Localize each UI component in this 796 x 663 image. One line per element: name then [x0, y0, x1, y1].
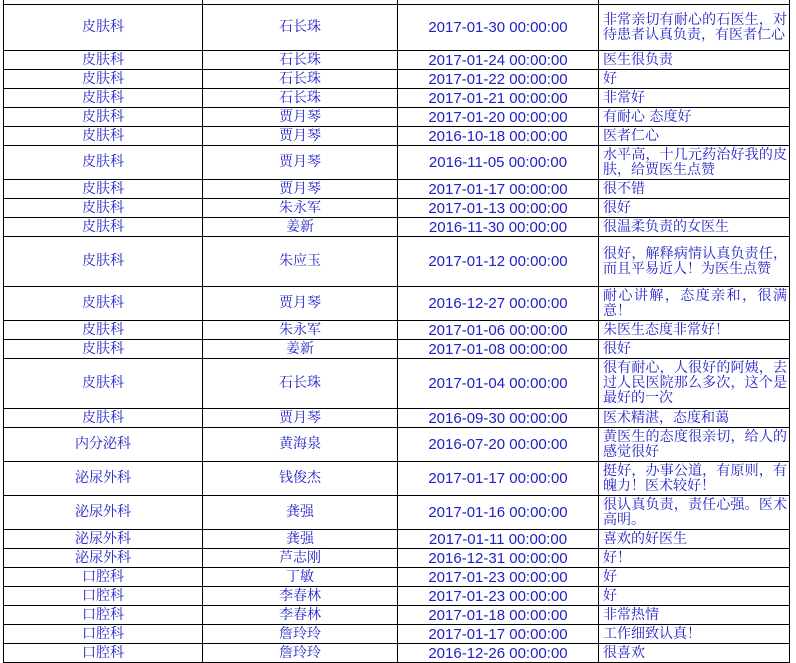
table-row: [4, 5, 790, 51]
department-cell: 皮肤科: [4, 237, 203, 287]
department-cell: 皮肤科: [4, 199, 203, 218]
comment-cell: 医术精湛，态度和蔼: [599, 409, 790, 428]
table-row: [4, 237, 790, 287]
review-table-body: [4, 0, 790, 663]
date-cell: 2017-01-30 00:00:00: [398, 5, 599, 51]
comment-cell: 非常亲切有耐心的石医生，对待患者认真负责，有医者仁心: [599, 5, 790, 51]
doctor-cell: 李春林: [203, 606, 398, 625]
date-cell: 2017-01-16 00:00:00: [398, 496, 599, 530]
comment-cell: 很好: [599, 340, 790, 359]
department-cell: 泌尿外科: [4, 549, 203, 568]
date-cell: 2017-01-12 00:00:00: [398, 237, 599, 287]
date-cell: 2017-01-06 00:00:00: [398, 321, 599, 340]
department-cell: 皮肤科: [4, 108, 203, 127]
doctor-cell: 黄海泉: [203, 428, 398, 462]
table-row: [4, 108, 790, 127]
doctor-cell: 芦志刚: [203, 549, 398, 568]
date-cell: 2017-01-17 00:00:00: [398, 180, 599, 199]
table-row: [4, 89, 790, 108]
department-cell: 皮肤科: [4, 89, 203, 108]
doctor-cell: 贾月琴: [203, 127, 398, 146]
date-cell: 2017-01-11 00:00:00: [398, 530, 599, 549]
date-cell: 2017-01-23 00:00:00: [398, 568, 599, 587]
department-cell: 口腔科: [4, 625, 203, 644]
table-row: [4, 199, 790, 218]
doctor-cell: 贾月琴: [203, 108, 398, 127]
comment-cell: 好: [599, 587, 790, 606]
department-cell: 皮肤科: [4, 340, 203, 359]
doctor-cell: 钱俊杰: [203, 462, 398, 496]
department-cell: 皮肤科: [4, 359, 203, 409]
doctor-cell: 朱永军: [203, 199, 398, 218]
table-row: [4, 359, 790, 409]
date-cell: 2016-07-20 00:00:00: [398, 428, 599, 462]
comment-cell: 很有耐心，人很好的阿姨，去过人民医院那么多次，这个是最好的一次: [599, 359, 790, 409]
department-cell: 皮肤科: [4, 146, 203, 180]
comment-cell: 有耐心 态度好: [599, 108, 790, 127]
comment-cell: 很温柔负责的女医生: [599, 218, 790, 237]
date-cell: 2017-01-17 00:00:00: [398, 625, 599, 644]
table-row: [4, 180, 790, 199]
doctor-cell: 贾月琴: [203, 287, 398, 321]
comment-cell: 朱医生态度非常好！: [599, 321, 790, 340]
doctor-cell: 朱永军: [203, 321, 398, 340]
doctor-cell: 李春林: [203, 587, 398, 606]
department-cell: 皮肤科: [4, 321, 203, 340]
table-row: [4, 51, 790, 70]
department-cell: 皮肤科: [4, 127, 203, 146]
date-cell: 2017-01-18 00:00:00: [398, 606, 599, 625]
doctor-cell: 石长珠: [203, 5, 398, 51]
table-row: [4, 409, 790, 428]
date-cell: 2017-01-08 00:00:00: [398, 340, 599, 359]
date-cell: 2016-10-18 00:00:00: [398, 127, 599, 146]
comment-cell: 水平高，十几元药治好我的皮肤，给贾医生点赞: [599, 146, 790, 180]
table-row: [4, 218, 790, 237]
department-cell: 泌尿外科: [4, 496, 203, 530]
table-row: [4, 530, 790, 549]
table-row: [4, 340, 790, 359]
table-row: [4, 568, 790, 587]
date-cell: 2016-12-26 00:00:00: [398, 644, 599, 663]
table-row: [4, 146, 790, 180]
department-cell: 口腔科: [4, 587, 203, 606]
comment-cell: 耐心讲解，态度亲和，很满意！: [599, 287, 790, 321]
table-row: [4, 127, 790, 146]
department-cell: 口腔科: [4, 644, 203, 663]
comment-cell: 好: [599, 70, 790, 89]
doctor-cell: 丁敏: [203, 568, 398, 587]
doctor-cell: 龚强: [203, 530, 398, 549]
department-cell: 泌尿外科: [4, 530, 203, 549]
doctor-cell: 贾月琴: [203, 146, 398, 180]
department-cell: 皮肤科: [4, 51, 203, 70]
date-cell: 2017-01-22 00:00:00: [398, 70, 599, 89]
department-cell: 口腔科: [4, 606, 203, 625]
table-row: [4, 625, 790, 644]
doctor-cell: 姜新: [203, 218, 398, 237]
date-cell: 2017-01-23 00:00:00: [398, 587, 599, 606]
comment-cell: 喜欢的好医生: [599, 530, 790, 549]
comment-cell: 挺好，办事公道，有原则，有魄力！医术较好！: [599, 462, 790, 496]
doctor-cell: 姜新: [203, 340, 398, 359]
doctor-cell: 石长珠: [203, 89, 398, 108]
comment-cell: 好！: [599, 549, 790, 568]
department-cell: 口腔科: [4, 568, 203, 587]
department-cell: 皮肤科: [4, 409, 203, 428]
department-cell: 皮肤科: [4, 70, 203, 89]
comment-cell: 很喜欢: [599, 644, 790, 663]
table-row: [4, 644, 790, 663]
date-cell: 2017-01-13 00:00:00: [398, 199, 599, 218]
date-cell: 2016-09-30 00:00:00: [398, 409, 599, 428]
comment-cell: 非常好: [599, 89, 790, 108]
comment-cell: 很好: [599, 199, 790, 218]
date-cell: 2016-12-31 00:00:00: [398, 549, 599, 568]
doctor-cell: 朱应玉: [203, 237, 398, 287]
doctor-cell: 詹玲玲: [203, 625, 398, 644]
department-cell: 皮肤科: [4, 218, 203, 237]
department-cell: 皮肤科: [4, 5, 203, 51]
table-row: [4, 496, 790, 530]
doctor-cell: 贾月琴: [203, 409, 398, 428]
date-cell: 2017-01-24 00:00:00: [398, 51, 599, 70]
date-cell: 2017-01-21 00:00:00: [398, 89, 599, 108]
date-cell: 2017-01-17 00:00:00: [398, 462, 599, 496]
comment-cell: 医生很负责: [599, 51, 790, 70]
table-row: [4, 587, 790, 606]
doctor-cell: 石长珠: [203, 359, 398, 409]
doctor-cell: 詹玲玲: [203, 644, 398, 663]
department-cell: 内分泌科: [4, 428, 203, 462]
department-cell: 皮肤科: [4, 180, 203, 199]
comment-cell: 很好，解释病情认真负责任，而且平易近人！为医生点赞: [599, 237, 790, 287]
date-cell: 2016-12-27 00:00:00: [398, 287, 599, 321]
table-row: [4, 462, 790, 496]
comment-cell: 工作细致认真！: [599, 625, 790, 644]
comment-cell: 很不错: [599, 180, 790, 199]
comment-cell: 好: [599, 568, 790, 587]
review-table: [3, 0, 790, 663]
date-cell: 2017-01-04 00:00:00: [398, 359, 599, 409]
comment-cell: 很认真负责，责任心强。医术高明。: [599, 496, 790, 530]
comment-cell: 黄医生的态度很亲切，给人的感觉很好: [599, 428, 790, 462]
table-row: [4, 606, 790, 625]
date-cell: 2017-01-20 00:00:00: [398, 108, 599, 127]
table-row: [4, 321, 790, 340]
comment-cell: 非常热情: [599, 606, 790, 625]
table-row: [4, 70, 790, 89]
doctor-cell: 石长珠: [203, 51, 398, 70]
table-row: [4, 287, 790, 321]
department-cell: 皮肤科: [4, 287, 203, 321]
department-cell: 泌尿外科: [4, 462, 203, 496]
table-row: [4, 428, 790, 462]
date-cell: 2016-11-30 00:00:00: [398, 218, 599, 237]
doctor-cell: 贾月琴: [203, 180, 398, 199]
comment-cell: 医者仁心: [599, 127, 790, 146]
table-row: [4, 549, 790, 568]
doctor-cell: 龚强: [203, 496, 398, 530]
date-cell: 2016-11-05 00:00:00: [398, 146, 599, 180]
doctor-cell: 石长珠: [203, 70, 398, 89]
